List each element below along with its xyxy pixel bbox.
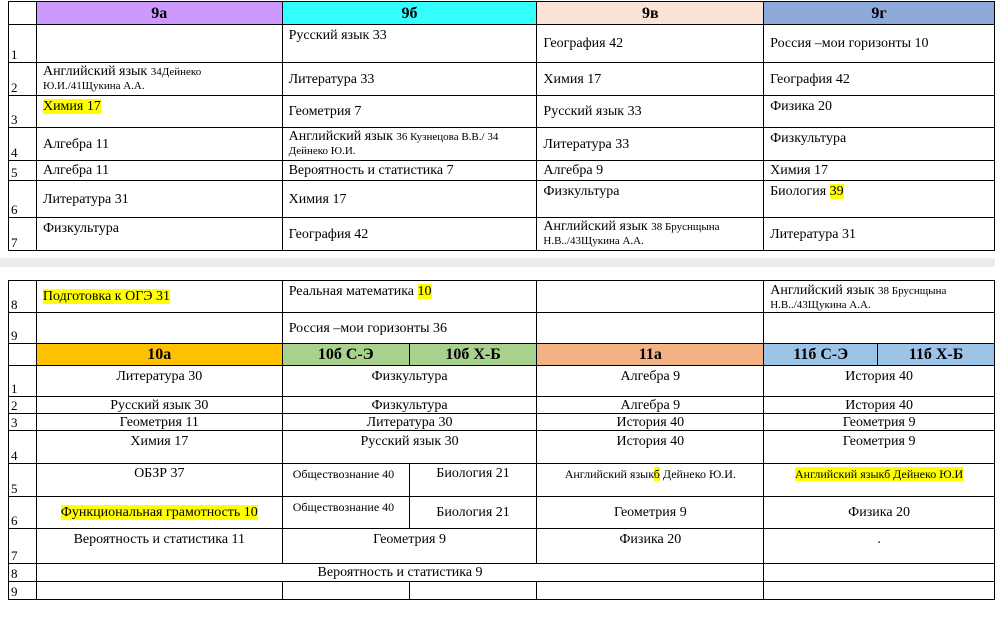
cell-9a-5: Алгебра 11 <box>36 161 282 181</box>
cell-10b-8: Вероятность и статистика 9 <box>36 564 763 582</box>
cell-9b-8: Реальная математика 10 <box>282 281 537 313</box>
cell-9v-6: Физкультура <box>537 181 764 218</box>
header-9b: 9б <box>282 2 537 25</box>
cell-9g-2: География 42 <box>764 63 995 96</box>
cell-11b-7: . <box>764 529 995 564</box>
cell-11a-5: Английский языкб Дейнеко Ю.И. <box>537 464 764 497</box>
header-11b-se: 11б С-Э <box>764 344 878 366</box>
cell-9g-4: Физкультура <box>764 128 995 161</box>
cell-9v-3: Русский язык 33 <box>537 96 764 128</box>
cell-10a-2: Русский язык 30 <box>36 397 282 414</box>
lesson-number: 3 <box>9 414 37 431</box>
cell-10b-hb-5: Биология 21 <box>409 464 537 497</box>
cell-10a-7: Вероятность и статистика 11 <box>36 529 282 564</box>
cell-11b-2: История 40 <box>764 397 995 414</box>
cell-9b-3: Геометрия 7 <box>282 96 537 128</box>
cell-10b-se-9 <box>282 582 409 600</box>
cell-10a-1: Литература 30 <box>36 366 282 397</box>
lesson-number: 1 <box>9 366 37 397</box>
cell-9v-7: Английский язык 38 Бруснщына Н.В../43Щукина А.А. <box>537 218 764 251</box>
cell-9a-7: Физкультура <box>36 218 282 251</box>
cell-9b-7: География 42 <box>282 218 537 251</box>
cell-9v-4: Литература 33 <box>537 128 764 161</box>
cell-9v-5: Алгебра 9 <box>537 161 764 181</box>
cell-10a-6: Функциональная грамотность 10 <box>36 497 282 529</box>
cell-9g-3: Физика 20 <box>764 96 995 128</box>
cell-11b-9 <box>764 582 995 600</box>
cell-10b-hb-6: Биология 21 <box>409 497 537 529</box>
cell-10a-9 <box>36 582 282 600</box>
header-10b-hb: 10б Х-Б <box>409 344 537 366</box>
lesson-number: 6 <box>9 181 37 218</box>
cell-9a-2: Английский язык 34Дейнеко Ю.И./41Щукина А.А. <box>36 63 282 96</box>
cell-9v-2: Химия 17 <box>537 63 764 96</box>
cell-9b-5: Вероятность и статистика 7 <box>282 161 537 181</box>
cell-9a-4: Алгебра 11 <box>36 128 282 161</box>
lesson-number: 7 <box>9 218 37 251</box>
cell-9b-9: Россия –мои горизонты 36 <box>282 313 537 344</box>
cell-11a-1: Алгебра 9 <box>537 366 764 397</box>
cell-11b-3: Геометрия 9 <box>764 414 995 431</box>
cell-9g-7: Литература 31 <box>764 218 995 251</box>
cell-10b-se-5: Обществознание 40 <box>282 464 409 497</box>
cell-9b-1: Русский язык 33 <box>282 25 537 63</box>
cell-9g-9 <box>764 313 995 344</box>
lesson-number: 4 <box>9 128 37 161</box>
header-9v: 9в <box>537 2 764 25</box>
cell-11a-9 <box>537 582 764 600</box>
cell-9b-6: Химия 17 <box>282 181 537 218</box>
schedule-table-10-11 <box>8 280 995 600</box>
header-9g: 9г <box>764 2 995 25</box>
cell-10b-2: Физкультура <box>282 397 537 414</box>
lesson-number: 7 <box>9 529 37 564</box>
header-11a: 11а <box>537 344 764 366</box>
lesson-number: 2 <box>9 63 37 96</box>
cell-9a-1 <box>36 25 282 63</box>
header-10a: 10а <box>36 344 282 366</box>
cell-11a-2: Алгебра 9 <box>537 397 764 414</box>
page-break <box>0 258 995 267</box>
cell-9g-8: Английский язык 38 Бруснщына Н.В../43Щукина А.А. <box>764 281 995 313</box>
cell-10a-5: ОБЗР 37 <box>36 464 282 497</box>
cell-9a-3: Химия 17 <box>36 96 282 128</box>
cell-11b-6: Физика 20 <box>764 497 995 529</box>
lesson-number: 6 <box>9 497 37 529</box>
cell-10b-1: Физкультура <box>282 366 537 397</box>
lesson-number: 4 <box>9 431 37 464</box>
cell-11a-7: Физика 20 <box>537 529 764 564</box>
header-10b-se: 10б С-Э <box>282 344 409 366</box>
cell-9a-9 <box>36 313 282 344</box>
cell-11b-1: История 40 <box>764 366 995 397</box>
cell-10b-4: Русский язык 30 <box>282 431 537 464</box>
schedule-table-9 <box>8 1 995 251</box>
lesson-number: 8 <box>9 281 37 313</box>
cell-9a-6: Литература 31 <box>36 181 282 218</box>
cell-9v-9 <box>537 313 764 344</box>
header-9a: 9а <box>36 2 282 25</box>
cell-10b-7: Геометрия 9 <box>282 529 537 564</box>
lesson-number: 9 <box>9 582 37 600</box>
cell-11b-4: Геометрия 9 <box>764 431 995 464</box>
cell-11a-4: История 40 <box>537 431 764 464</box>
cell-9v-8 <box>537 281 764 313</box>
cell-9b-4: Английский язык 36 Кузнецова В.В./ 34 Дейнеко Ю.И. <box>282 128 537 161</box>
corner-cell <box>9 344 37 366</box>
cell-11b-8 <box>764 564 995 582</box>
lesson-number: 5 <box>9 161 37 181</box>
cell-9v-1: География 42 <box>537 25 764 63</box>
cell-11b-5: Английский языкб Дейнеко Ю.И <box>764 464 995 497</box>
cell-10b-3: Литература 30 <box>282 414 537 431</box>
cell-10b-se-6: Обществознание 40 <box>282 497 409 529</box>
header-11b-hb: 11б Х-Б <box>878 344 995 366</box>
corner-cell <box>9 2 37 25</box>
lesson-number: 9 <box>9 313 37 344</box>
cell-11a-6: Геометрия 9 <box>537 497 764 529</box>
cell-10a-4: Химия 17 <box>36 431 282 464</box>
lesson-number: 3 <box>9 96 37 128</box>
lesson-number: 2 <box>9 397 37 414</box>
cell-10b-hb-9 <box>409 582 537 600</box>
cell-10a-3: Геометрия 11 <box>36 414 282 431</box>
cell-9g-5: Химия 17 <box>764 161 995 181</box>
lesson-number: 1 <box>9 25 37 63</box>
cell-9g-6: Биология 39 <box>764 181 995 218</box>
lesson-number: 8 <box>9 564 37 582</box>
cell-9b-2: Литература 33 <box>282 63 537 96</box>
cell-9g-1: Россия –мои горизонты 10 <box>764 25 995 63</box>
cell-11a-3: История 40 <box>537 414 764 431</box>
cell-9a-8: Подготовка к ОГЭ 31 <box>36 281 282 313</box>
lesson-number: 5 <box>9 464 37 497</box>
